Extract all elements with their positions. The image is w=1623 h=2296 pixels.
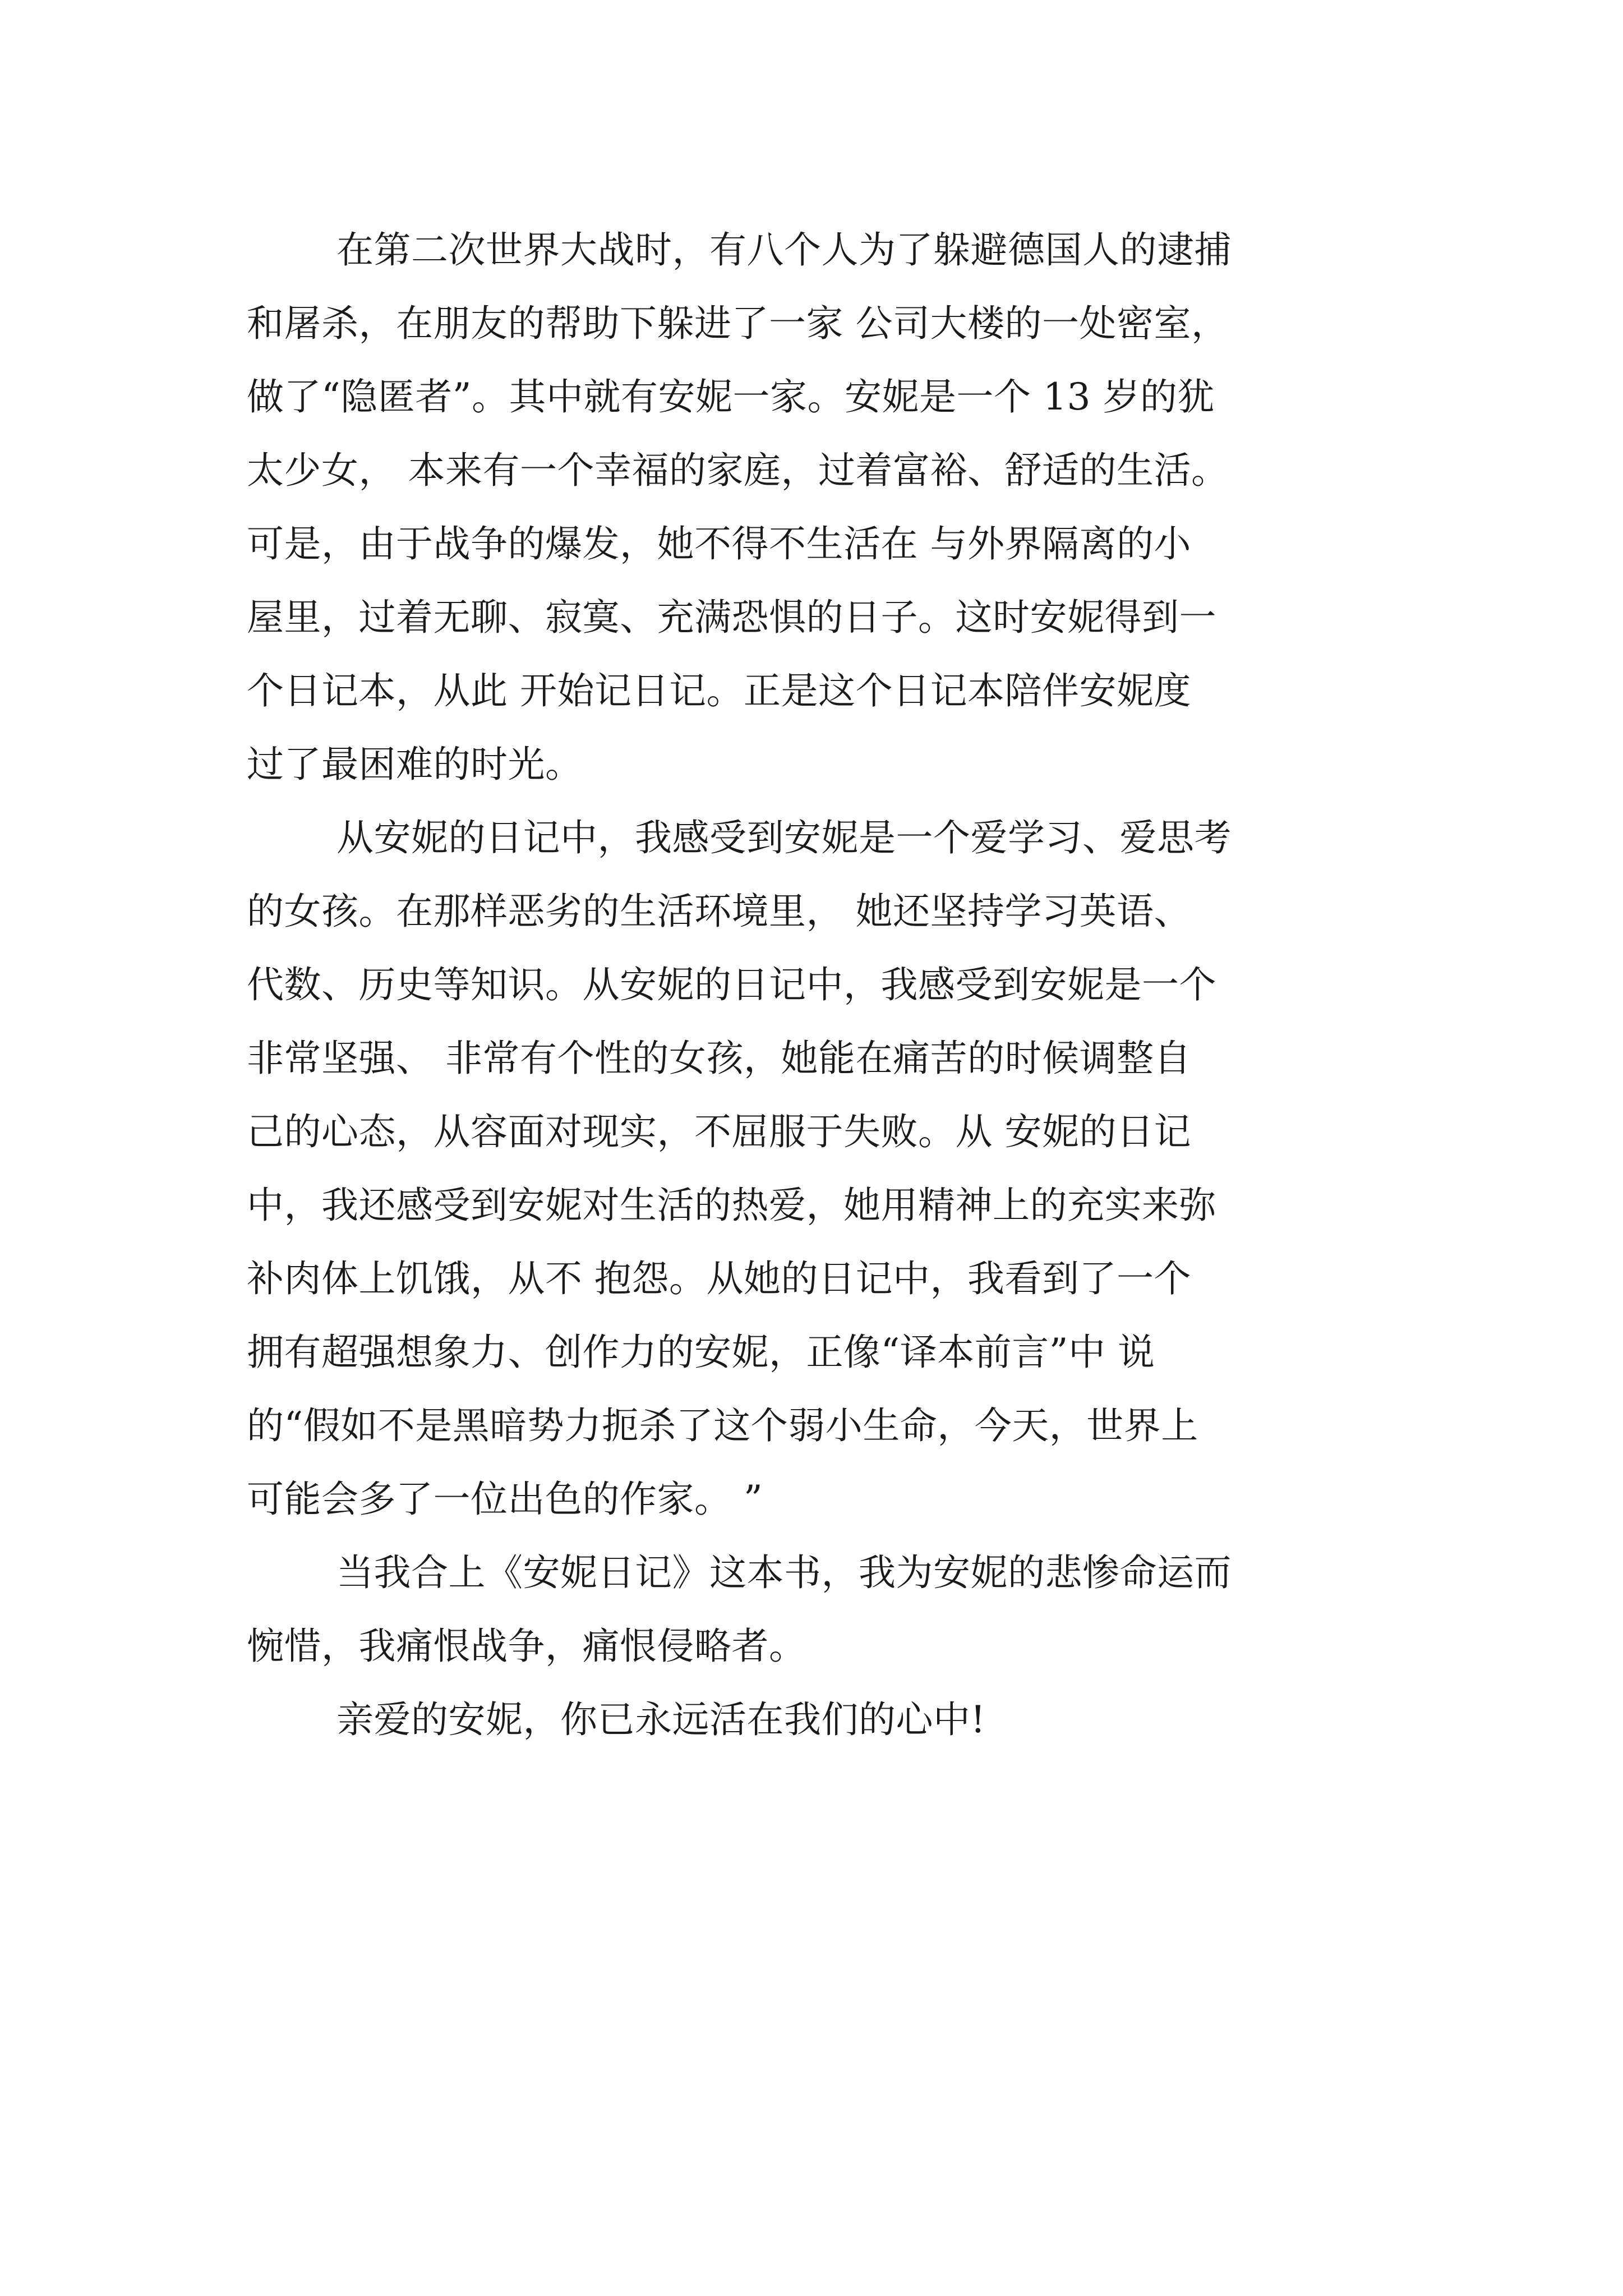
paragraph-line: 己的心态，从容面对现实，不屈服于失败。从 安妮的日记 — [247, 1110, 1191, 1153]
paragraph-3 — [247, 1536, 1391, 1683]
paragraph-line: 和屠杀，在朋友的帮助下躲进了一家 公司大楼的一处密室， — [247, 302, 1229, 345]
paragraph-line: 当我合上《安妮日记》这本书，我为安妮的悲惨命运而 — [336, 1551, 1232, 1594]
paragraph-line: 过了最困难的时光。 — [247, 743, 583, 786]
paragraph-line: 做了“隐匿者”。其中就有安妮一家。安妮是一个 13 岁的犹 — [247, 375, 1215, 418]
paragraph-line: 非常坚强、 非常有个性的女孩，她能在痛苦的时候调整自 — [247, 1037, 1191, 1080]
paragraph-line: 亲爱的安妮，你已永远活在我们的心中! — [336, 1698, 986, 1741]
document-body — [247, 213, 1391, 1756]
paragraph-line: 从安妮的日记中，我感受到安妮是一个爱学习、爱思考 — [336, 816, 1232, 859]
paragraph-line: 惋惜，我痛恨战争，痛恨侵略者。 — [247, 1625, 806, 1668]
paragraph-line: 太少女， 本来有一个幸福的家庭，过着富裕、舒适的生活。 — [247, 449, 1229, 492]
paragraph-line: 的女孩。在那样恶劣的生活环境里， 她还坚持学习英语、 — [247, 890, 1191, 933]
paragraph-line: 屋里，过着无聊、寂寞、充满恐惧的日子。这时安妮得到一 — [247, 596, 1216, 639]
paragraph-line: 在第二次世界大战时，有八个人为了躲避德国人的逮捕 — [336, 228, 1232, 272]
paragraph-2 — [247, 801, 1391, 1536]
paragraph-line: 补肉体上饥饿，从不 抱怨。从她的日记中，我看到了一个 — [247, 1257, 1191, 1300]
paragraph-line: 代数、历史等知识。从安妮的日记中，我感受到安妮是一个 — [247, 963, 1216, 1006]
paragraph-line: 可是，由于战争的爆发，她不得不生活在 与外界隔离的小 — [247, 522, 1191, 565]
paragraph-4 — [247, 1683, 1391, 1756]
paragraph-line: 个日记本，从此 开始记日记。正是这个日记本陪伴安妮度 — [247, 669, 1191, 712]
paragraph-line: 拥有超强想象力、创作力的安妮，正像“译本前言”中 说 — [247, 1331, 1155, 1374]
paragraph-line: 的“假如不是黑暗势力扼杀了这个弱小生命，今天，世界上 — [247, 1404, 1198, 1447]
paragraph-1 — [247, 213, 1391, 801]
paragraph-line: 中，我还感受到安妮对生活的热爱，她用精神上的充实来弥 — [247, 1184, 1216, 1227]
paragraph-line: 可能会多了一位出色的作家。 ” — [247, 1478, 763, 1521]
